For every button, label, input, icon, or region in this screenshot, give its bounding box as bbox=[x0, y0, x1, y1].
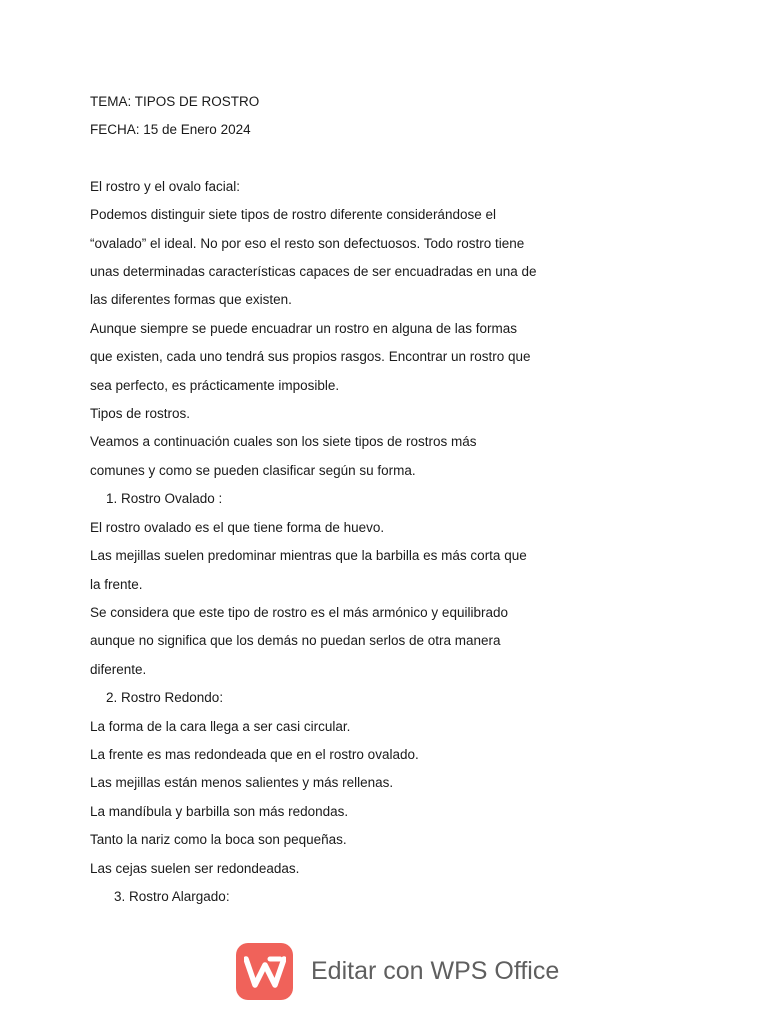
wps-office-logo-icon[interactable] bbox=[236, 943, 293, 1000]
paragraph-line: Las cejas suelen ser redondeadas. bbox=[90, 860, 300, 876]
document-topic: TEMA: TIPOS DE ROSTRO bbox=[90, 94, 260, 109]
paragraph-line: sea perfecto, es prácticamente imposible. bbox=[90, 377, 340, 393]
wps-edit-banner[interactable] bbox=[236, 943, 559, 1000]
paragraph-line: El rostro ovalado es el que tiene forma de huevo. bbox=[90, 519, 385, 535]
paragraph-line: Se considera que este tipo de rostro es el más armónico y equilibrado bbox=[90, 604, 508, 620]
paragraph-line: que existen, cada uno tendrá sus propios rasgos. Encontrar un rostro que bbox=[90, 349, 531, 365]
paragraph-line: Podemos distinguir siete tipos de rostro diferente considerándose el bbox=[90, 207, 496, 223]
list-item-title: 1. Rostro Ovalado : bbox=[106, 491, 223, 507]
paragraph-line: unas determinadas características capaces de ser encuadradas en una de bbox=[90, 264, 537, 280]
paragraph-line: La frente es mas redondeada que en el rostro ovalado. bbox=[90, 746, 419, 762]
paragraph-line: Tanto la nariz como la boca son pequeñas. bbox=[90, 832, 347, 848]
document-page bbox=[90, 88, 560, 911]
paragraph-line: Las mejillas suelen predominar mientras que la barbilla es más corta que bbox=[90, 548, 527, 564]
blank-line bbox=[90, 145, 560, 173]
paragraph-line: Aunque siempre se puede encuadrar un rostro en alguna de las formas bbox=[90, 320, 518, 336]
paragraph-line: La forma de la cara llega a ser casi circular. bbox=[90, 718, 351, 734]
paragraph-line: El rostro y el ovalo facial: bbox=[90, 178, 241, 194]
paragraph-line: Veamos a continuación cuales son los siete tipos de rostros más bbox=[90, 434, 477, 450]
paragraph-line: Las mejillas están menos salientes y más rellenas. bbox=[90, 775, 394, 791]
list-item-title: 3. Rostro Alargado: bbox=[114, 888, 230, 904]
paragraph-line: diferente. bbox=[90, 661, 147, 677]
wps-w-glyph-icon bbox=[244, 955, 286, 989]
wps-edit-label[interactable]: Editar con WPS Office bbox=[311, 957, 560, 985]
paragraph-line: La mandíbula y barbilla son más redondas. bbox=[90, 803, 349, 819]
document-date: FECHA: 15 de Enero 2024 bbox=[90, 122, 251, 138]
paragraph-line: las diferentes formas que existen. bbox=[90, 292, 292, 308]
paragraph-line: “ovalado” el ideal. No por eso el resto son defectuosos. Todo rostro tiene bbox=[90, 235, 525, 251]
section-heading: Tipos de rostros. bbox=[90, 406, 191, 422]
paragraph-line: la frente. bbox=[90, 576, 143, 592]
paragraph-line: aunque no significa que los demás no puedan serlos de otra manera bbox=[90, 633, 501, 649]
list-item-title: 2. Rostro Redondo: bbox=[106, 690, 224, 706]
paragraph-line: comunes y como se pueden clasificar según su forma. bbox=[90, 462, 416, 478]
